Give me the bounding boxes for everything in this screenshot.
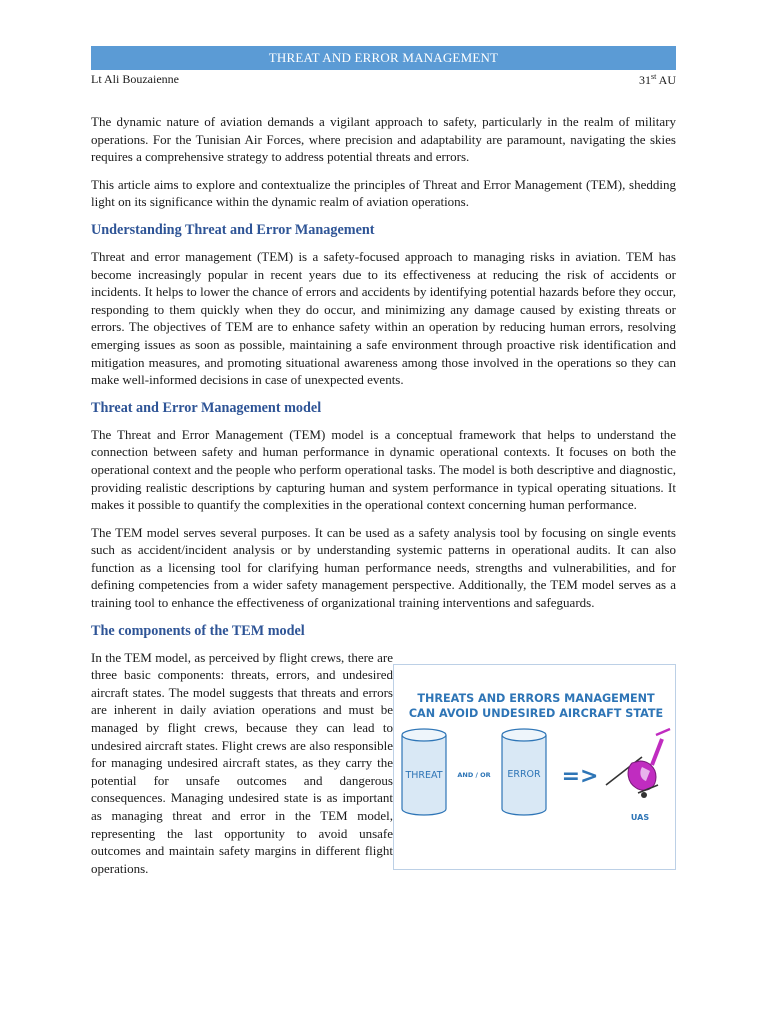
- tem-figure: [393, 664, 676, 870]
- intro-paragraph-2: This article aims to explore and contextualize the principles of Threat and Error Management (TEM), shedding light on its significance within the dynamic realm of aviation operations.: [91, 176, 676, 210]
- connector-label: AND / OR: [457, 770, 491, 779]
- section-heading-understanding: Understanding Threat and Error Management: [91, 221, 375, 238]
- document-header-bar: [91, 46, 676, 70]
- uas-label: UAS: [630, 812, 650, 822]
- tem-diagram: [394, 665, 675, 869]
- document-title: THREAT AND ERROR MANAGEMENT: [268, 50, 499, 65]
- threat-label: THREAT: [405, 769, 443, 781]
- section2-paragraph-2: The TEM model serves several purposes. It can be used as a safety analysis tool by focusing on single events such as accident/incident analysis or by understanding systemic patterns in operational audits. It can also function as a licensing tool for clarifying human performance needs, strengths and vulnerabilities, and for defining competencies from a wider safety management perspective. Additionally, the TEM model serves as a training tool to enhance the effectiveness of organizational training interventions and safeguards.: [91, 524, 676, 611]
- section1-paragraph-1: Threat and error management (TEM) is a safety-focused approach to managing risks in aviation. TEM has become increasingly popular in recent years due to its effectiveness at reducing the risk of accidents or incidents. It helps to lower the chance of errors and accidents by identifying potential hazards before they occur, responding to them quickly when they do occur, and minimizing any damage caused by existing threats or errors. The objectives of TEM are to enhance safety within an operation by reducing human errors, resolving emerging issues as soon as possible, maintaining a safe environment through proactive risk identification and mitigation measures, and promoting situational awareness among those involved in the operations so they can make well-informed decisions in case of unexpected events.: [91, 248, 676, 388]
- document-body: [91, 113, 676, 877]
- figure-title-line1: THREATS AND ERRORS MANAGEMENT: [417, 691, 655, 705]
- section3-paragraph-1: In the TEM model, as perceived by flight crews, there are three basic components: threats, errors, and undesired aircraft states. The model suggests that threats and errors are inherent in daily aviation operations and must be managed by flight crews, because they can lead to undesired aircraft states. Flight crews are also responsible for managing undesired aircraft states, as they carry the potential for unsafe outcomes and dangerous consequences. Managing undesired state is as important as managing threat and error in the TEM model, representing the last opportunity to avoid unsafe outcomes and maintain safety margins in different flight operations.: [91, 649, 393, 876]
- figure-title-line2: CAN AVOID UNDESIRED AIRCRAFT STATE: [408, 706, 664, 720]
- author-name: Lt Ali Bouzaienne: [91, 72, 179, 86]
- error-label: ERROR: [507, 768, 541, 780]
- helicopter-icon: [606, 729, 670, 798]
- author-line: [91, 72, 676, 88]
- section-heading-components: The components of the TEM model: [91, 622, 305, 639]
- section2-paragraph-1: The Threat and Error Management (TEM) model is a conceptual framework that helps to understand the connection between safety and human performance in dynamic operational contexts. It focuses on both the operational context and the people who perform operational tasks. The model is both descriptive and diagnostic, providing realistic descriptions by capturing human and system performance in typical operating situations. It makes it possible to quantify the complexities in the operational context concerning human performance.: [91, 426, 676, 513]
- components-section: [91, 649, 676, 878]
- section-heading-model: Threat and Error Management model: [91, 399, 322, 416]
- arrow-label: =>: [561, 763, 599, 789]
- course-label: 31st AU: [638, 72, 676, 87]
- intro-paragraph-1: The dynamic nature of aviation demands a vigilant approach to safety, particularly in the realm of military operations. For the Tunisian Air Forces, where precision and adaptability are paramount, navigating the skies requires a comprehensive strategy to address potential threats and errors.: [91, 114, 676, 165]
